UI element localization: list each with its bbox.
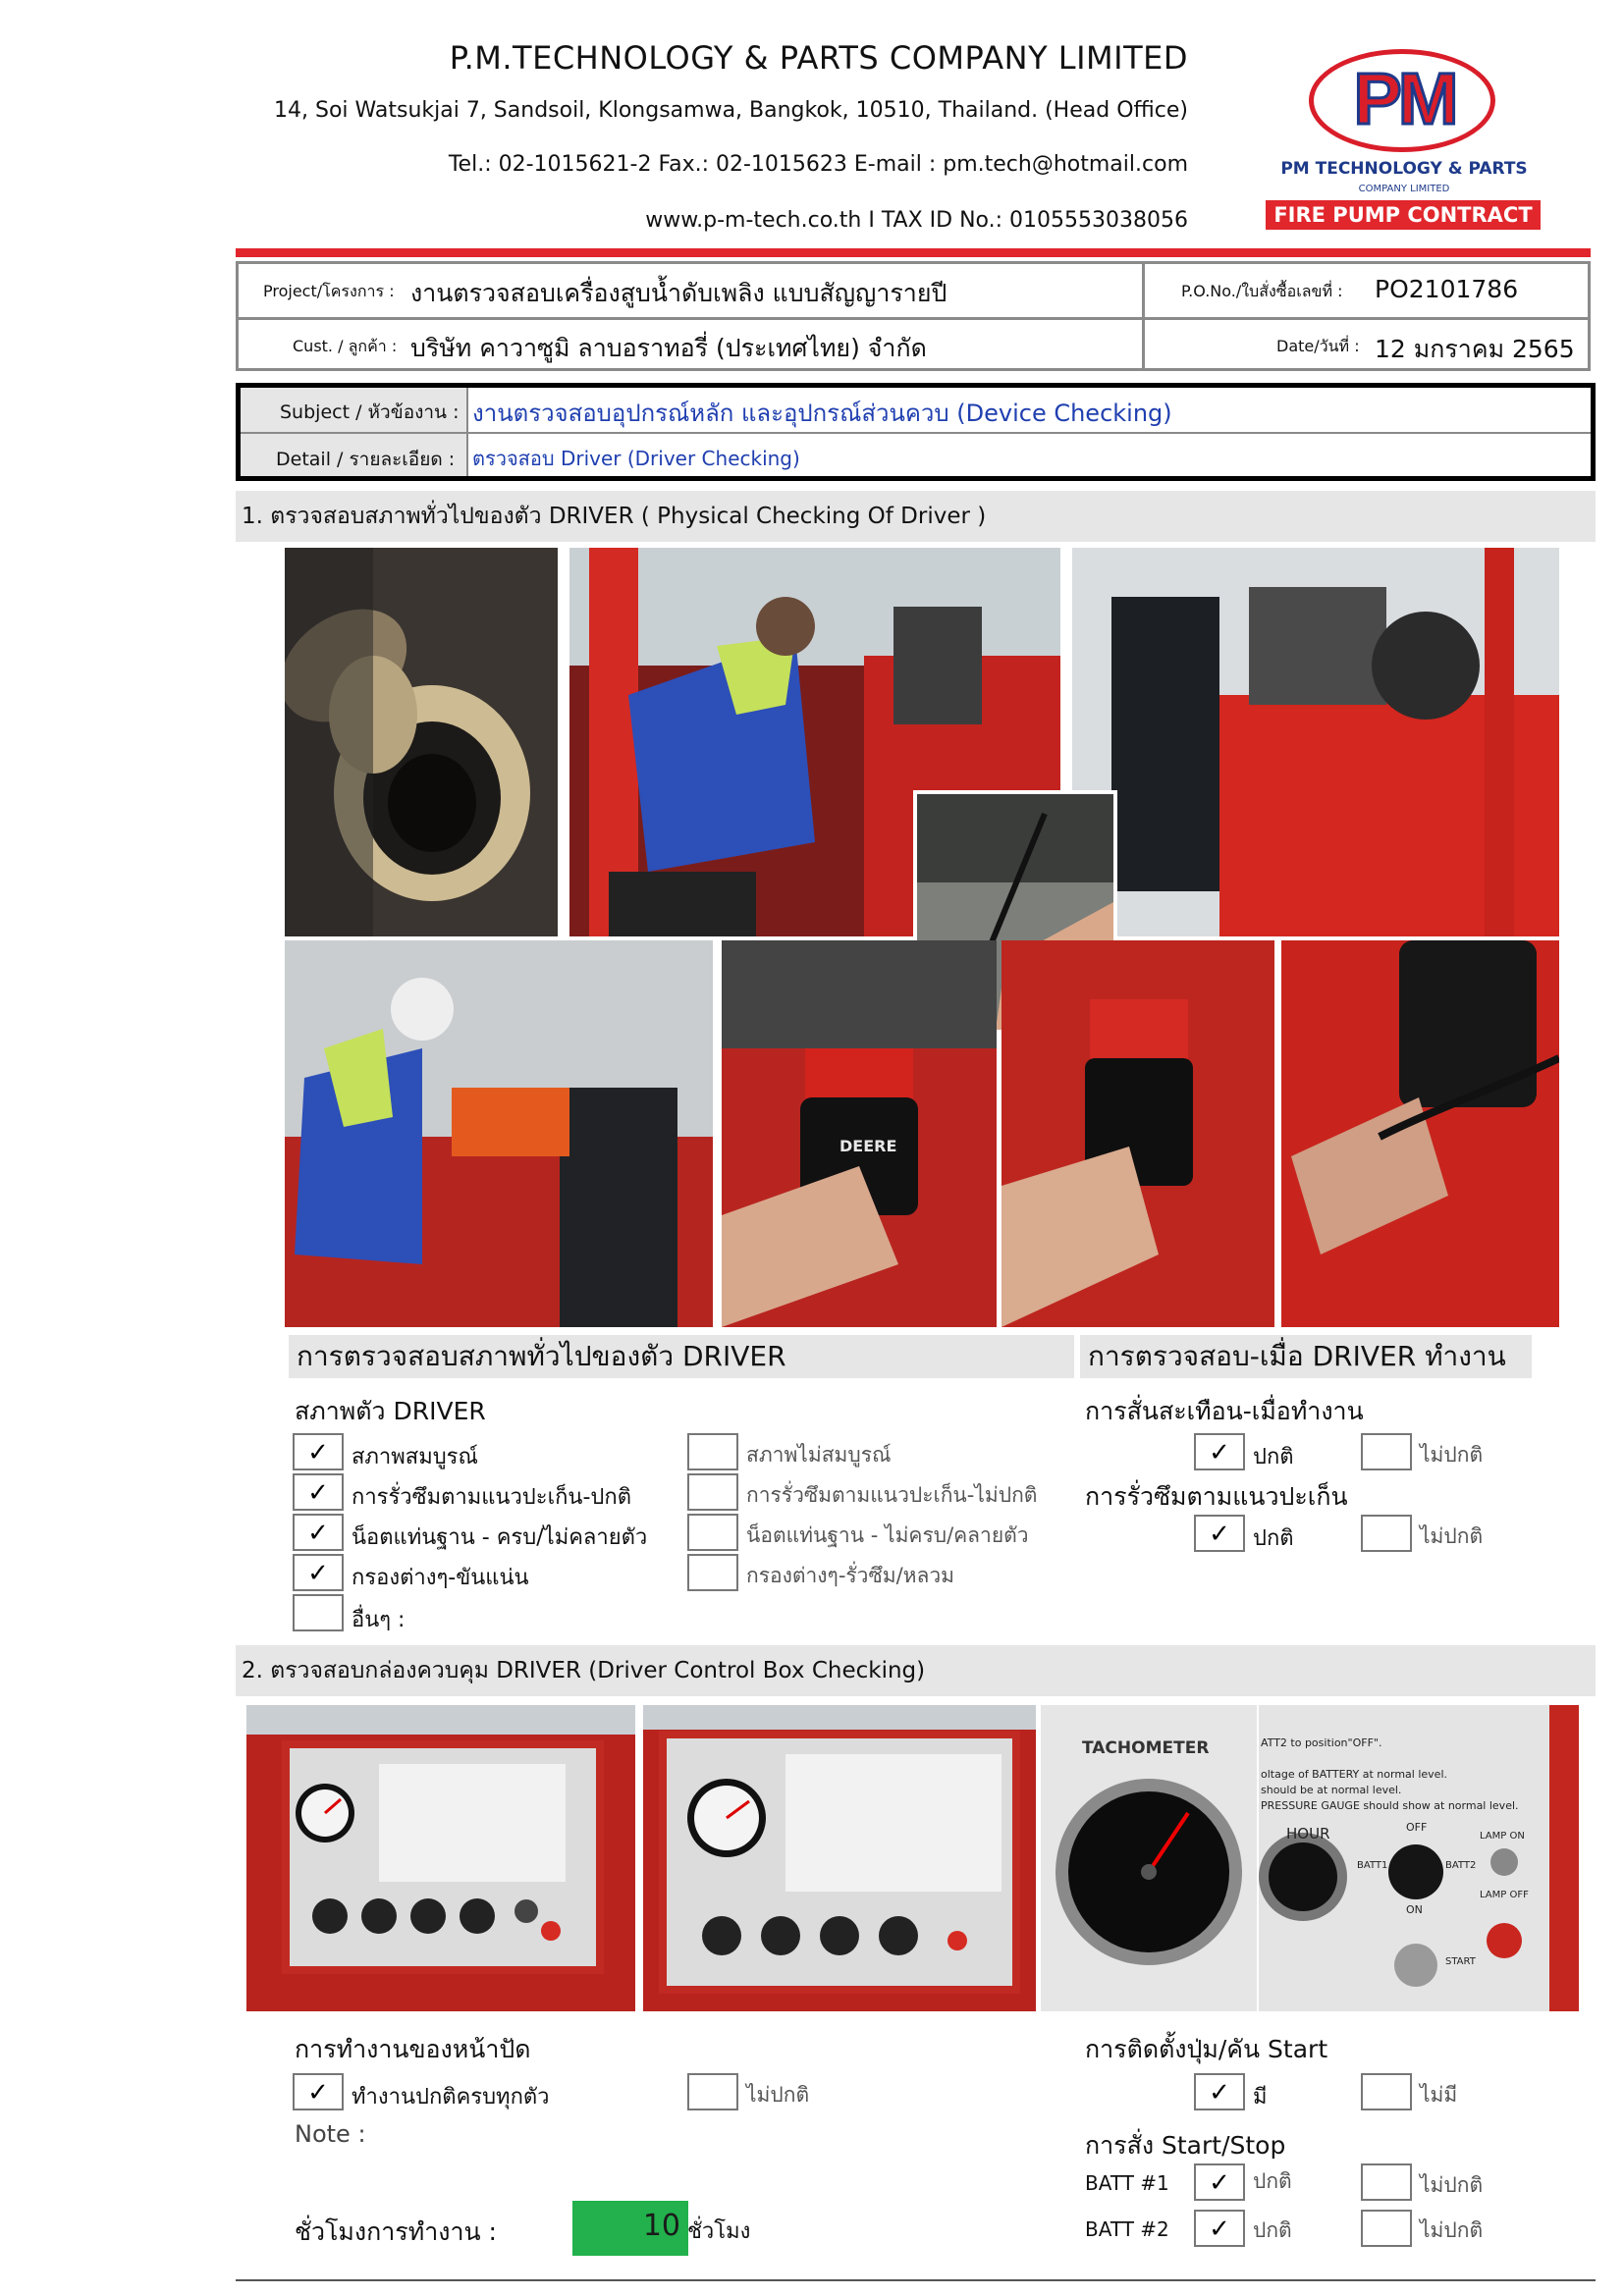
on-label: ON <box>1406 1903 1423 1916</box>
company-logo <box>1262 49 1546 236</box>
project-value: งานตรวจสอบเครื่องสูบน้ำดับเพลิง แบบสัญญารายปี <box>410 279 947 307</box>
start-stop-title: การสั่ง Start/Stop <box>1085 2131 1286 2160</box>
company-name: P.M.TECHNOLOGY & PARTS COMPANY LIMITED <box>449 39 1188 77</box>
po-label: P.O.No./ใบสั่งซื้อเลขที่ : <box>1181 282 1343 300</box>
checkbox-gasket-ng[interactable] <box>687 1473 738 1511</box>
photo-control-panel-1 <box>246 1705 635 2011</box>
batt1-label: BATT1 <box>1357 1860 1388 1871</box>
subject-value: งานตรวจสอบอุปกรณ์หลัก และอุปกรณ์ส่วนควบ (Device Checking) <box>472 400 1172 427</box>
label-vibration-abnormal: ไม่ปกติ <box>1420 1443 1484 1467</box>
logo-banner: FIRE PUMP CONTRACT <box>1266 200 1541 230</box>
label-batt2-normal: ปกติ <box>1253 2218 1292 2242</box>
label-gasket-ok: การรั่วซึมตามแนวปะเก็น-ปกติ <box>352 1485 631 1510</box>
label-panel-ng: ไม่ปกติ <box>746 2083 810 2107</box>
photo-engine-side <box>1072 548 1559 936</box>
checkbox-leak-normal[interactable]: ✓ <box>1194 1515 1245 1552</box>
left-check-header: การตรวจสอบสภาพทั่วไปของตัว DRIVER <box>289 1335 1074 1378</box>
panel-note-2: oltage of BATTERY at normal level. <box>1261 1768 1447 1781</box>
label-bolts-ok: น็อตแท่นฐาน - ครบ/ไม่คลายตัว <box>352 1525 648 1550</box>
checkbox-leak-abnormal[interactable] <box>1361 1515 1412 1552</box>
label-leak-abnormal: ไม่ปกติ <box>1420 1524 1484 1548</box>
label-condition-ng: สภาพไม่สมบูรณ์ <box>746 1443 892 1467</box>
checkbox-batt1-normal[interactable]: ✓ <box>1194 2163 1245 2201</box>
photo-fuel-cap <box>285 548 558 936</box>
start-button-title: การติดตั้งปุ่ม/คัน Start <box>1085 2035 1328 2063</box>
photo-control-panel-2 <box>643 1705 1036 2011</box>
lamp-on-label: LAMP ON <box>1480 1831 1525 1842</box>
label-start-have: มี <box>1253 2085 1268 2109</box>
photo-worker-helmet <box>285 940 713 1327</box>
logo-mark: PM <box>1353 58 1455 139</box>
customer-label: Cust. / ลูกค้า : <box>293 337 398 355</box>
label-leak-normal: ปกติ <box>1253 1526 1294 1551</box>
label-panel-ok: ทำงานปกติครบทุกตัว <box>352 2085 550 2109</box>
label-condition-ok: สภาพสมบูรณ์ <box>352 1445 478 1469</box>
header-divider <box>236 248 1591 257</box>
checkbox-start-have[interactable]: ✓ <box>1194 2073 1245 2110</box>
batt2-label: BATT2 <box>1445 1860 1477 1871</box>
label-batt2-abnormal: ไม่ปกติ <box>1420 2218 1484 2242</box>
checkbox-vibration-normal[interactable]: ✓ <box>1194 1433 1245 1470</box>
hours-unit: ชั่วโมง <box>687 2219 751 2244</box>
date-value: 12 มกราคม 2565 <box>1375 335 1575 363</box>
leak-title: การรั่วซึมตามแนวปะเก็น <box>1085 1482 1348 1511</box>
batt2-title: BATT #2 <box>1085 2217 1169 2241</box>
label-filters-ng: กรองต่างๆ-รั่วซึม/หลวม <box>746 1564 954 1587</box>
hours-label: ชั่วโมงการทำงาน : <box>295 2217 497 2246</box>
checkbox-condition-ok[interactable]: ✓ <box>293 1433 344 1470</box>
tachometer-label: TACHOMETER <box>1082 1738 1210 1758</box>
start-label: START <box>1445 1956 1476 1967</box>
driver-condition-title: สภาพตัว DRIVER <box>295 1397 486 1425</box>
photo-panel-switches <box>1259 1705 1579 2011</box>
logo-line2: COMPANY LIMITED <box>1358 184 1450 194</box>
detail-label: Detail / รายละเอียด : <box>276 449 456 470</box>
checkbox-condition-ng[interactable] <box>687 1433 738 1470</box>
label-batt1-normal: ปกติ <box>1253 2169 1292 2193</box>
photo-filter-deere <box>722 940 997 1327</box>
checkbox-batt1-abnormal[interactable] <box>1361 2163 1412 2201</box>
section2-title: 2. ตรวจสอบกล่องควบคุม DRIVER (Driver Control Box Checking) <box>236 1645 1596 1696</box>
customer-value: บริษัท คาวาซูมิ ลาบอราทอรี่ (ประเทศไทย) จำกัด <box>410 334 927 362</box>
label-other: อื่นๆ : <box>352 1608 406 1632</box>
logo-line1: PM TECHNOLOGY & PARTS <box>1280 159 1528 179</box>
lamp-off-label: LAMP OFF <box>1480 1890 1529 1900</box>
deere-text: DEERE <box>839 1137 897 1155</box>
date-label: Date/วันที่ : <box>1276 337 1360 355</box>
photo-filter-2 <box>1001 940 1274 1327</box>
label-filters-ok: กรองต่างๆ-ขันแน่น <box>352 1566 529 1590</box>
detail-value: ตรวจสอบ Driver (Driver Checking) <box>472 447 800 470</box>
checkbox-batt2-abnormal[interactable] <box>1361 2210 1412 2247</box>
checkbox-filters-ng[interactable] <box>687 1554 738 1591</box>
label-batt1-abnormal: ไม่ปกติ <box>1420 2173 1484 2197</box>
hours-value: 10 <box>642 2209 680 2243</box>
checkbox-batt2-normal[interactable]: ✓ <box>1194 2210 1245 2247</box>
photo-engine-closeup <box>1281 940 1559 1327</box>
section1-title: 1. ตรวจสอบสภาพทั่วไปของตัว DRIVER ( Physical Checking Of Driver ) <box>236 491 1596 542</box>
checkbox-other[interactable] <box>293 1594 344 1631</box>
subject-table <box>236 383 1596 481</box>
checkbox-bolts-ng[interactable] <box>687 1514 738 1551</box>
label-bolts-ng: น็อตแท่นฐาน - ไม่ครบ/คลายตัว <box>746 1523 1029 1547</box>
checkbox-vibration-abnormal[interactable] <box>1361 1433 1412 1470</box>
company-address: 14, Soi Watsukjai 7, Sandsoil, Klongsamwa, Bangkok, 10510, Thailand. (Head Office) <box>274 98 1188 123</box>
vibration-title: การสั่นสะเทือน-เมื่อทำงาน <box>1085 1397 1364 1425</box>
project-label: Project/โครงการ : <box>263 282 395 300</box>
checkbox-start-not-have[interactable] <box>1361 2073 1412 2110</box>
po-value: PO2101786 <box>1375 275 1519 303</box>
panel-note-3: should be at normal level. <box>1261 1784 1402 1796</box>
hour-label: HOUR <box>1286 1825 1330 1842</box>
checkbox-bolts-ok[interactable]: ✓ <box>293 1514 344 1551</box>
label-start-not-have: ไม่มี <box>1420 2083 1458 2107</box>
batt1-title: BATT #1 <box>1085 2171 1169 2195</box>
note-label: Note : <box>295 2120 366 2148</box>
footer-line <box>236 2279 1596 2281</box>
company-web-tax: www.p-m-tech.co.th I TAX ID No.: 0105553038056 <box>645 208 1188 233</box>
panel-note-1: ATT2 to position"OFF". <box>1261 1736 1382 1749</box>
project-info-table <box>236 261 1591 371</box>
photo-tachometer <box>1041 1705 1257 2011</box>
off-label: OFF <box>1406 1821 1428 1834</box>
panel-function-title: การทำงานของหน้าปัด <box>295 2035 531 2063</box>
company-contact: Tel.: 02-1015621-2 Fax.: 02-1015623 E-mail : pm.tech@hotmail.com <box>448 152 1188 177</box>
checkbox-gasket-ok[interactable]: ✓ <box>293 1473 344 1511</box>
checkbox-filters-ok[interactable]: ✓ <box>293 1554 344 1591</box>
checkbox-panel-ok[interactable]: ✓ <box>293 2073 344 2110</box>
label-gasket-ng: การรั่วซึมตามแนวปะเก็น-ไม่ปกติ <box>746 1483 1038 1507</box>
subject-label: Subject / หัวข้องาน : <box>280 401 460 423</box>
checkbox-panel-ng[interactable] <box>687 2073 738 2110</box>
label-vibration-normal: ปกติ <box>1253 1445 1294 1469</box>
right-check-header: การตรวจสอบ-เมื่อ DRIVER ทำงาน <box>1080 1335 1532 1378</box>
panel-note-4: PRESSURE GAUGE should show at normal level. <box>1261 1799 1519 1812</box>
